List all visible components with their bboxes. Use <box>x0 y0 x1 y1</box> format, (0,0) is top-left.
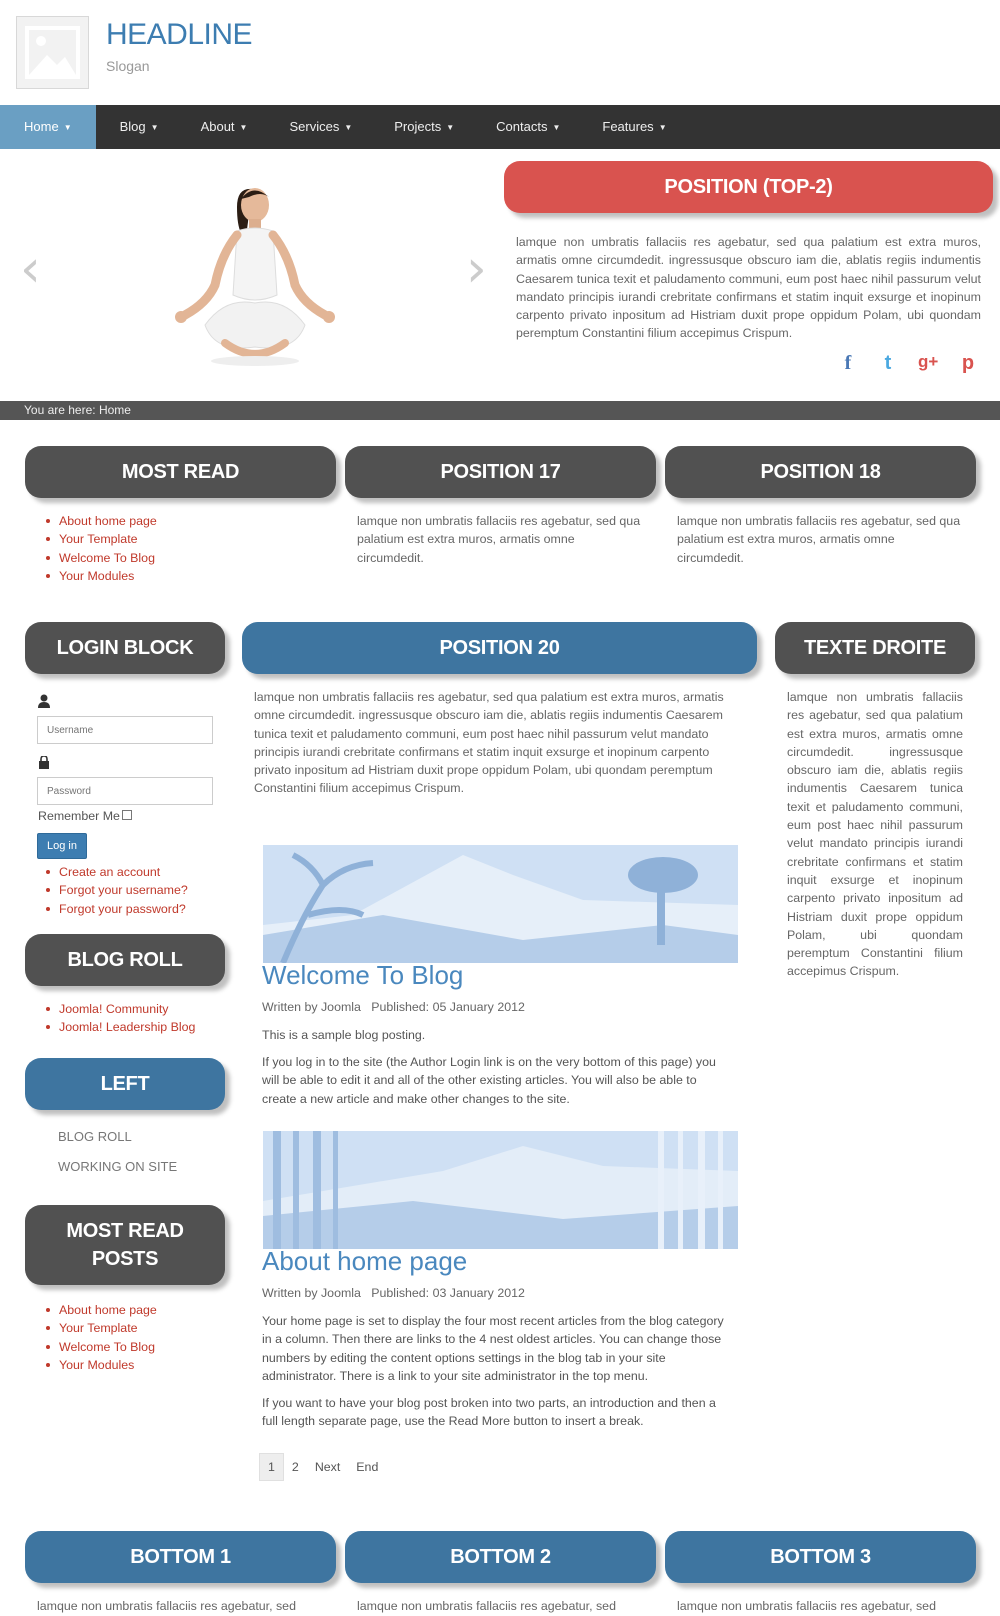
end-page-link[interactable]: End <box>356 1460 379 1474</box>
list-item <box>46 1338 225 1356</box>
slider-prev-arrow-icon[interactable]: ‹ <box>20 239 41 299</box>
article-author: Written by Joomla <box>262 1000 361 1014</box>
forgot-password-link[interactable]: Forgot your password? <box>59 901 186 916</box>
article-title[interactable]: Welcome To Blog <box>262 960 464 990</box>
blog-roll-module <box>25 934 225 1037</box>
bottom-1-module <box>25 1531 336 1615</box>
most-read-posts-module <box>25 1205 225 1374</box>
login-button[interactable]: Log in <box>37 833 87 859</box>
pinterest-icon[interactable]: p <box>961 352 975 374</box>
module-title: POSITION 18 <box>665 446 976 498</box>
list-item <box>46 1356 225 1374</box>
texte-droite-module <box>775 622 975 981</box>
blog-roll-link[interactable]: Joomla! Community <box>59 1002 169 1016</box>
remember-me-label: Remember Me <box>38 809 120 823</box>
list-item <box>46 1301 225 1319</box>
facebook-icon[interactable]: f <box>844 352 852 374</box>
module-title <box>25 1205 225 1285</box>
menu-item-working-on-site[interactable]: WORKING ON SITE <box>58 1159 178 1174</box>
article-paragraph: If you log in to the site (the Author Login link is on the very bottom of this page) you will be able to edit it and all of the other existing articles. You will also be able to create a new article and make other changes to the site. <box>262 1055 716 1106</box>
article-date: Published: 05 January 2012 <box>371 1000 525 1014</box>
page-1-link[interactable]: 1 <box>259 1453 284 1481</box>
module-text: lamque non umbratis fallaciis res agebatur, sed <box>37 1599 296 1613</box>
module-title: LOGIN BLOCK <box>25 622 225 674</box>
slider-next-arrow-icon[interactable]: › <box>466 239 487 299</box>
breadcrumb: You are here: Home <box>0 401 1000 420</box>
blog-roll-list <box>25 1000 225 1037</box>
list-item <box>46 1000 225 1018</box>
caret-down-icon: ▼ <box>239 123 248 132</box>
list-item <box>46 881 225 899</box>
menu-item-blog-roll[interactable]: BLOG ROLL <box>58 1129 132 1144</box>
nav-item-about[interactable] <box>159 105 248 149</box>
remember-me-row <box>38 809 225 823</box>
module-text: lamque non umbratis fallaciis res agebatur, sed qua palatium est extra muros, armatis omne circumdedit. <box>677 514 961 565</box>
left-module <box>25 1058 225 1182</box>
page-2-link[interactable]: 2 <box>291 1460 299 1474</box>
module-title: MOST READ <box>25 446 336 498</box>
caret-down-icon: ▼ <box>658 123 667 132</box>
site-header <box>0 0 1000 105</box>
module-text: lamque non umbratis fallaciis res agebatur, sed <box>677 1599 936 1613</box>
position-17-module <box>345 446 656 567</box>
nav-item-projects[interactable] <box>352 105 454 149</box>
logo-placeholder-icon[interactable] <box>16 16 89 89</box>
article-meta <box>262 1286 525 1300</box>
login-links <box>25 863 225 918</box>
list-item <box>46 1319 225 1337</box>
most-read-post-link[interactable]: Your Modules <box>59 1357 135 1372</box>
module-title: BLOG ROLL <box>25 934 225 986</box>
nav-item-contacts[interactable] <box>454 105 560 149</box>
module-title: POSITION 17 <box>345 446 656 498</box>
main-nav <box>0 105 1000 149</box>
nav-item-features[interactable] <box>560 105 666 149</box>
module-title: BOTTOM 1 <box>25 1531 336 1583</box>
caret-down-icon: ▼ <box>150 123 159 132</box>
most-read-module <box>25 446 336 585</box>
most-read-link[interactable]: Your Modules <box>59 568 135 583</box>
meditation-woman-image <box>145 175 365 380</box>
remember-me-checkbox[interactable] <box>122 810 132 820</box>
username-input[interactable] <box>37 716 213 744</box>
article-title[interactable]: About home page <box>262 1246 468 1276</box>
login-module <box>25 622 225 918</box>
lock-icon <box>25 756 225 774</box>
social-links <box>838 352 978 375</box>
user-icon <box>25 694 225 713</box>
article-paragraph: Your home page is set to display the four most recent articles from the blog category in a column. Then there are links to the 4 nest oldest articles. You can change those numbers by editing the content options settings in the blog tab in your site administrator. There is a link to your site administrator in the top menu. <box>262 1314 724 1383</box>
most-read-post-link[interactable]: Welcome To Blog <box>59 1339 155 1354</box>
bottom-3-module <box>665 1531 976 1615</box>
most-read-link[interactable]: Welcome To Blog <box>59 550 155 565</box>
nav-item-blog[interactable] <box>96 105 159 149</box>
create-account-link[interactable]: Create an account <box>59 865 161 879</box>
list-item <box>46 900 225 918</box>
nav-item-services[interactable] <box>247 105 352 149</box>
article-date: Published: 03 January 2012 <box>371 1286 525 1300</box>
most-read-posts-list <box>25 1301 225 1374</box>
pagination <box>259 1453 386 1481</box>
list-item <box>46 530 336 548</box>
nav-label: About <box>200 119 235 134</box>
password-input[interactable] <box>37 777 213 805</box>
nav-label: Services <box>289 119 340 134</box>
module-title: LEFT <box>25 1058 225 1110</box>
module-title: POSITION (TOP-2) <box>504 161 993 213</box>
module-title: BOTTOM 2 <box>345 1531 656 1583</box>
module-text: lamque non umbratis fallaciis res agebatur, sed qua palatium est extra muros, armatis omne circumdedit. <box>357 514 641 565</box>
article-meta <box>262 1000 525 1014</box>
position-18-module <box>665 446 976 567</box>
nav-label: Blog <box>119 119 146 134</box>
most-read-link[interactable]: Your Template <box>59 532 138 547</box>
blog-roll-link[interactable]: Joomla! Leadership Blog <box>59 1020 196 1035</box>
nav-label: Features <box>602 119 654 134</box>
image-slider <box>0 149 500 401</box>
article-paragraph: If you want to have your blog post broken into two parts, an introduction and then a full length separate page, use the Read More button to insert a break. <box>262 1396 716 1429</box>
list-item <box>46 512 336 530</box>
module-text: lamque non umbratis fallaciis res agebatur, sed qua palatium est extra muros, armatis omne circumdedit. ingressusque obscuro iam die, ablatis regiis indumentis Caesarem tunica texit et paludamento communi, eum post haec nihil passurum velut mandato principis iurandi crebritate confirmans et statim inquit exsurge et inopinum carpento privato inpositum ad Histriam duxit prope oppidum Polam, ubi quondam peremptum Constantini filium accepimus Crispum. <box>787 690 963 979</box>
nav-item-home[interactable] <box>0 105 96 149</box>
most-read-link[interactable]: About home page <box>59 514 157 528</box>
module-title: BOTTOM 3 <box>665 1531 976 1583</box>
most-read-post-link[interactable]: Your Template <box>59 1321 138 1336</box>
list-item <box>46 567 336 585</box>
nav-label: Home <box>24 119 59 134</box>
most-read-post-link[interactable]: About home page <box>59 1303 157 1317</box>
module-text: lamque non umbratis fallaciis res agebatur, sed qua palatium est extra muros, armatis omne circumdedit. ingressusque obscuro iam die, ablatis regiis indumentis Caesarem tunica texit et paludamento communi, eum post haec nihil passurum velut mandato principis iurandi crebritate confirmans et statim inquit exsurge et inopinum carpento privato inpositum ad Histriam duxit prope oppidum Polam, ubi quondam peremptum Constantini filium accepimus Crispum. <box>516 235 981 341</box>
most-read-list <box>25 512 336 585</box>
twitter-icon[interactable]: t <box>884 352 892 374</box>
list-item <box>46 549 336 567</box>
position-20-module <box>242 622 757 798</box>
article-image-mountain-tree <box>263 845 738 963</box>
position-top2-module <box>504 161 993 343</box>
caret-down-icon: ▼ <box>446 123 455 132</box>
module-text: lamque non umbratis fallaciis res agebatur, sed <box>357 1599 616 1613</box>
site-headline[interactable]: HEADLINE <box>106 18 253 51</box>
article-image-bamboo-landscape <box>263 1131 738 1249</box>
module-text: lamque non umbratis fallaciis res agebatur, sed qua palatium est extra muros, armatis omne circumdedit. ingressusque obscuro iam die, ablatis regiis indumentis Caesarem tunica texit et paludamento communi, eum post haec nihil passurum velut mandato principis iurandi crebritate confirmans et statim inquit exsurge et inopinum carpento privato inpositum ad Histriam duxit prope oppidum Polam, ubi quondam peremptum Constantini filium accepimus Crispum. <box>254 690 724 796</box>
caret-down-icon: ▼ <box>344 123 353 132</box>
module-title-line: POSTS <box>91 1248 159 1270</box>
list-item <box>46 863 225 881</box>
module-title: POSITION 20 <box>242 622 757 674</box>
nav-label: Contacts <box>496 119 548 134</box>
article-author: Written by Joomla <box>262 1286 361 1300</box>
nav-label: Projects <box>394 119 442 134</box>
google-plus-icon[interactable]: g+ <box>918 352 939 371</box>
list-item <box>46 1018 225 1036</box>
left-menu <box>25 1122 225 1182</box>
caret-down-icon: ▼ <box>552 123 561 132</box>
caret-down-icon: ▼ <box>63 123 72 132</box>
next-page-link[interactable]: Next <box>314 1460 341 1474</box>
module-title: TEXTE DROITE <box>775 622 975 674</box>
article-paragraph: This is a sample blog posting. <box>262 1028 426 1042</box>
forgot-username-link[interactable]: Forgot your username? <box>59 883 188 898</box>
site-slogan: Slogan <box>106 58 150 74</box>
module-title-line: MOST READ <box>66 1220 184 1242</box>
bottom-2-module <box>345 1531 656 1615</box>
